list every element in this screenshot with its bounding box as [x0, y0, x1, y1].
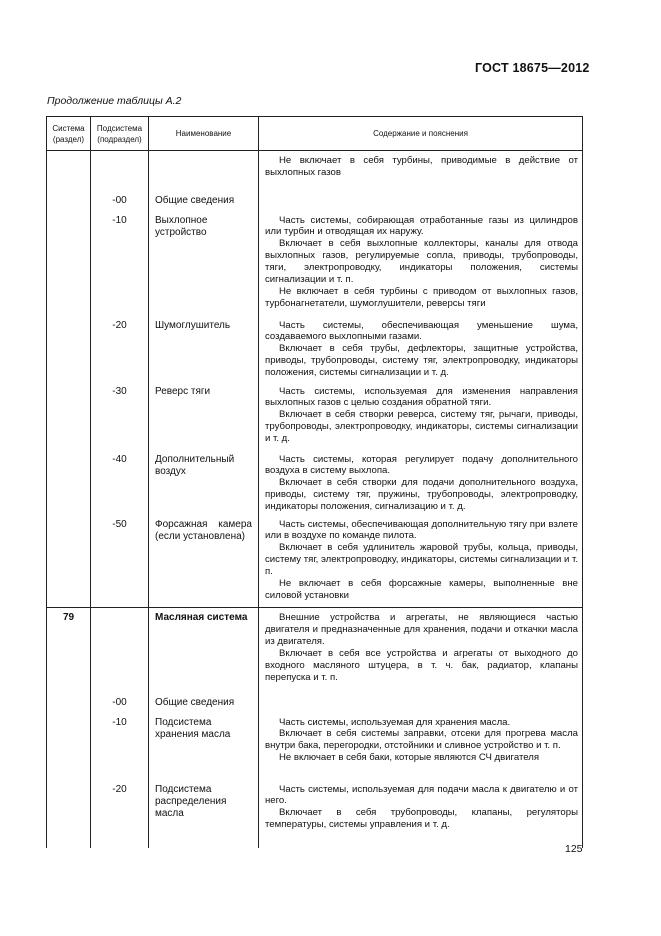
content-cell	[259, 211, 583, 316]
system-cell	[47, 151, 91, 191]
content-cell	[259, 316, 583, 382]
table-row	[47, 450, 583, 515]
table-row	[47, 211, 583, 316]
name-cell: Выхлопное устройство	[149, 211, 259, 316]
name-cell: Форсажная камера (если установлена)	[149, 515, 259, 608]
header-content: Содержание и пояснения	[259, 117, 583, 151]
subsystem-code-cell	[91, 151, 149, 191]
system-cell	[47, 780, 91, 848]
table-body	[47, 151, 583, 848]
name-cell: Подсистема распределения масла	[149, 780, 259, 848]
content-paragraph: Включает в себя трубы, дефлекторы, защитные устройства, приводы, трубопроводы, систему тяг, электропроводку, индикаторы положения, системы сигнализации и т. д.	[265, 343, 578, 379]
table-row	[47, 151, 583, 191]
content-cell	[259, 713, 583, 780]
subsystem-code-cell: -00	[91, 191, 149, 211]
content-cell	[259, 382, 583, 450]
content-paragraph: Часть системы, обеспечивающая уменьшение шума, создаваемого выхлопными газами.	[265, 319, 578, 343]
subsystem-code-cell: -10	[91, 713, 149, 780]
system-cell	[47, 693, 91, 713]
header-system: Система (раздел)	[47, 117, 91, 151]
subsystem-code-cell: -10	[91, 211, 149, 316]
name-cell: Общие сведения	[149, 191, 259, 211]
system-cell	[47, 713, 91, 780]
classification-table	[46, 116, 583, 848]
content-cell	[259, 693, 583, 713]
page-number: 125	[565, 843, 583, 855]
content-paragraph: Часть системы, которая регулирует подачу дополнительного воздуха в систему выхлопа.	[265, 453, 578, 477]
table-row	[47, 191, 583, 211]
system-cell: 79	[47, 608, 91, 693]
subsystem-code-cell: -30	[91, 382, 149, 450]
name-cell: Масляная система	[149, 608, 259, 693]
content-paragraph: Внешние устройства и агрегаты, не являющиеся частью двигателя и предназначенные для хранения, подачи и откачки масла из двигателя.	[265, 612, 578, 647]
system-cell	[47, 450, 91, 515]
content-cell	[259, 450, 583, 515]
system-cell	[47, 211, 91, 316]
table-row	[47, 780, 583, 848]
content-cell	[259, 608, 583, 693]
content-paragraph: Включает в себя створки реверса, систему тяг, рычаги, приводы, трубопроводы, электропроводку, индикаторы, системы сигнализации и т. д.	[265, 409, 578, 445]
name-cell: Общие сведения	[149, 693, 259, 713]
content-paragraph: Не включает в себя турбины, приводимые в действие от выхлопных газов	[265, 155, 578, 178]
name-cell: Подсистема хранения масла	[149, 713, 259, 780]
content-paragraph: Часть системы, используемая для подачи масла к двигателю и от него.	[265, 783, 578, 807]
name-cell: Реверс тяги	[149, 382, 259, 450]
content-paragraph: Часть системы, используемая для хранения масла.	[279, 716, 511, 728]
document-code: ГОСТ 18675—2012	[475, 61, 590, 75]
table-row	[47, 316, 583, 382]
content-paragraph: Включает в себя все устройства и агрегаты от выходного до входного масляного штуцера, в т. ч. бак, радиатор, клапаны перепуска и т. п.	[265, 647, 578, 683]
subsystem-code-cell: -00	[91, 693, 149, 713]
content-cell	[259, 191, 583, 211]
content-paragraph: Включает в себя удлинитель жаровой трубы, кольца, приводы, систему тяг, электропроводку, индикаторы, системы сигнализации и т. п.	[265, 542, 578, 578]
system-cell	[47, 515, 91, 608]
name-cell: Шумоглушитель	[149, 316, 259, 382]
table-row	[47, 713, 583, 780]
system-cell	[47, 382, 91, 450]
content-paragraph: Часть системы, собирающая отработанные газы из цилиндров или турбин и отводящая их наружу.	[265, 214, 578, 238]
content-paragraph: Часть системы, обеспечивающая дополнительную тягу при взлете или в воздухе по команде пилота.	[265, 518, 578, 542]
table-row	[47, 608, 583, 693]
table-header-row	[47, 117, 583, 151]
name-cell	[149, 151, 259, 191]
content-cell	[259, 780, 583, 848]
subsystem-code-cell	[91, 608, 149, 693]
table-caption: Продолжение таблицы А.2	[47, 95, 182, 107]
header-subsystem: Подсистема (подраздел)	[91, 117, 149, 151]
table-row	[47, 515, 583, 608]
subsystem-code-cell: -50	[91, 515, 149, 608]
name-cell: Дополнительный воздух	[149, 450, 259, 515]
subsystem-code-cell: -20	[91, 780, 149, 848]
content-cell	[259, 151, 583, 191]
subsystem-code-cell: -40	[91, 450, 149, 515]
subsystem-code-cell: -20	[91, 316, 149, 382]
system-cell	[47, 316, 91, 382]
system-cell	[47, 191, 91, 211]
content-cell	[259, 515, 583, 608]
content-paragraph: Часть системы, используемая для изменения направления выхлопных газов с целью создания обратной тяги.	[265, 385, 578, 409]
content-paragraph: Не включает в себя форсажные камеры, выполненные вне силовой установки	[265, 578, 578, 601]
content-paragraph: Не включает в себя баки, которые являются СЧ двигателя	[279, 752, 540, 764]
content-paragraph: Включает в себя створки для подачи дополнительного воздуха, приводы, систему тяг, пружины, трубопроводы, электропроводку, индикаторы положения, сигнализацию и т. д.	[265, 477, 578, 513]
content-paragraph: Включает в себя системы заправки, отсеки для прогрева масла внутри бака, перегородки, отстойники и сливное устройство и т. п.	[265, 728, 578, 752]
content-paragraph: Не включает в себя турбины с приводом от выхлопных газов, турбонагнетатели, шумоглушители, реверсы тяги	[265, 285, 578, 309]
content-paragraph: Включает в себя выхлопные коллекторы, каналы для отвода выхлопных газов, регулируемые сопла, приводы, трубопроводы, тяги, электропроводку, индикаторы положения, системы сигнализации и т. п.	[265, 238, 578, 286]
content-paragraph: Включает в себя трубопроводы, клапаны, регуляторы температуры, системы управления и т. д.	[265, 807, 578, 831]
table-row	[47, 382, 583, 450]
table-row	[47, 693, 583, 713]
header-name: Наименование	[149, 117, 259, 151]
